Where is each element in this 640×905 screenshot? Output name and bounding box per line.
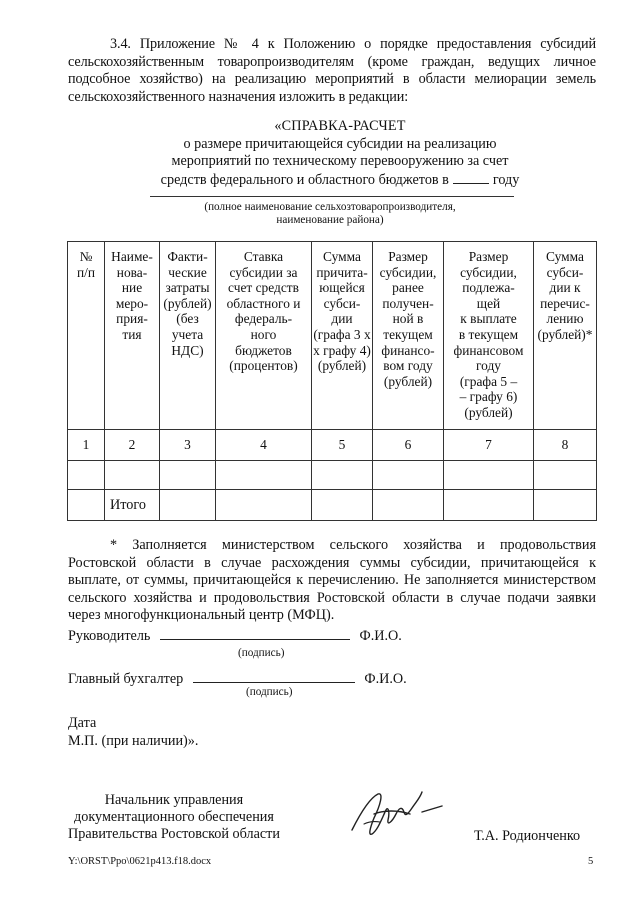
column-header-line: х графу 4)	[313, 342, 371, 358]
column-number: 1	[68, 430, 105, 461]
column-header-line: №	[79, 249, 93, 264]
column-header-line: году	[476, 358, 501, 374]
table-cell	[312, 490, 373, 521]
column-header-8	[534, 242, 597, 430]
column-header-line: субси-	[546, 264, 584, 280]
accountant-signature-line	[193, 670, 355, 683]
table-cell	[160, 490, 216, 521]
total-row	[68, 490, 597, 521]
column-header-line: в текущем	[458, 326, 519, 342]
page-number: 5	[588, 856, 594, 867]
accountant-signature-row	[68, 670, 407, 688]
column-header-line: затраты	[165, 280, 210, 296]
column-header-line: дии к	[549, 280, 581, 296]
column-header-line: ние	[121, 280, 143, 296]
column-header-line: к выплате	[460, 311, 517, 327]
column-header-line: (процентов)	[229, 358, 298, 374]
column-header-line: нова-	[116, 264, 148, 280]
column-header-line: ного	[250, 326, 277, 342]
column-header-line: (рублей)	[163, 295, 212, 311]
column-header-6	[373, 242, 444, 430]
form-subtitle-line-3	[120, 171, 560, 190]
column-header-line: НДС)	[171, 342, 204, 358]
organization-caption	[140, 201, 520, 227]
head-fio: Ф.И.О.	[359, 628, 402, 644]
column-header-line: областного и	[226, 295, 301, 311]
signatory-position	[68, 792, 280, 843]
head-signature-caption: (подпись)	[238, 647, 285, 659]
table-cell	[312, 461, 373, 490]
column-header-line: ранее	[392, 280, 424, 296]
subsidy-table	[67, 241, 597, 521]
column-header-line: текущем	[383, 326, 433, 342]
column-header-line: Сумма	[546, 249, 584, 264]
column-header-line: Сумма	[323, 249, 361, 264]
table-row	[68, 461, 597, 490]
head-signature-row	[68, 627, 402, 645]
form-subtitle-line-2: мероприятий по техническому перевооружению за счет	[171, 153, 509, 170]
column-header-line: тия	[122, 326, 142, 342]
column-header-line: Размер	[388, 249, 428, 264]
accountant-fio: Ф.И.О.	[364, 671, 407, 687]
column-header-line: субсидии,	[460, 264, 517, 280]
form-subtitle-line-1: о размере причитающейся субсидии на реализацию	[183, 135, 497, 152]
column-number: 4	[216, 430, 312, 461]
column-number: 3	[160, 430, 216, 461]
table-cell	[105, 461, 160, 490]
signatory-position-line-1: Начальник управления	[104, 792, 244, 808]
year-blank	[453, 171, 489, 184]
stamp-label: М.П. (при наличии)».	[68, 733, 199, 749]
footnote: * Заполняется министерством сельского хозяйства и продовольствия Ростовской области в случае расхождения суммы субсидии, причитающейся к выплате, от суммы, причитающейся к перечислению. Не заполняется министерством сельского хозяйства и продовольствия Ростовской области в случае подачи заявки через многофункциональный центр (МФЦ).	[68, 537, 596, 624]
column-header-line: финансовом	[453, 342, 524, 358]
form-title: «СПРАВКА-РАСЧЕТ	[274, 118, 406, 134]
column-header-line: (рублей)	[383, 373, 433, 389]
column-header-line: подлежа-	[462, 280, 515, 296]
organization-caption-line-2: наименование района)	[276, 214, 384, 226]
column-number: 6	[373, 430, 444, 461]
organization-caption-line-1: (полное наименование сельхозтоваропроизводителя,	[204, 201, 456, 213]
column-header-line: перечис-	[540, 295, 590, 311]
accountant-signature-caption: (подпись)	[246, 686, 293, 698]
column-header-line: субсидии за	[229, 264, 298, 280]
column-header-line: бюджетов	[235, 342, 292, 358]
column-header-line: прия-	[116, 311, 148, 327]
column-header-line: п/п	[76, 264, 96, 280]
column-header-line: (рублей)	[464, 404, 513, 420]
column-number: 7	[444, 430, 534, 461]
column-header-line: вом году	[383, 358, 433, 374]
table-cell	[68, 461, 105, 490]
column-header-line: дии	[331, 311, 353, 327]
table-cell	[444, 490, 534, 521]
column-header-line: финансо-	[381, 342, 435, 358]
column-header-line: причита-	[316, 264, 368, 280]
column-header-line: (без	[176, 311, 199, 327]
file-path: Y:\ORST\Ppo\0621p413.f18.docx	[68, 856, 212, 867]
table-cell	[160, 461, 216, 490]
column-header-line: (рублей)*	[537, 326, 593, 342]
column-header-4	[216, 242, 312, 430]
column-header-line: (рублей)	[317, 358, 367, 374]
column-header-line: ческие	[168, 264, 207, 280]
date-label: Дата	[68, 715, 97, 731]
column-header-line: (графа 5 –	[459, 373, 518, 389]
column-header-line: получен-	[382, 295, 434, 311]
table-cell	[68, 490, 105, 521]
column-number-row	[68, 430, 597, 461]
column-header-2	[105, 242, 160, 430]
signatory-position-line-3: Правительства Ростовской области	[68, 826, 280, 842]
column-header-line: ющейся	[319, 280, 365, 296]
table-cell	[373, 490, 444, 521]
accountant-label: Главный бухгалтер	[68, 671, 184, 687]
column-header-line: – графу 6)	[459, 389, 518, 405]
column-header-line: Размер	[468, 249, 509, 264]
column-header-line: щей	[476, 295, 501, 311]
column-number: 8	[534, 430, 597, 461]
column-header-line: учета	[171, 326, 204, 342]
column-header-line: ной в	[392, 311, 424, 327]
column-header-line: Ставка	[243, 249, 284, 264]
intro-paragraph: 3.4. Приложение № 4 к Положению о порядке предоставления субсидий сельскохозяйственным товаропроизводителям (кроме граждан, ведущих личное подсобное хозяйство) на реализацию мероприятий в области мелиорации земель сельскохозяйственного назначения изложить в редакции:	[68, 36, 596, 105]
column-header-3	[160, 242, 216, 430]
column-header-line: субсидии,	[379, 264, 437, 280]
column-header-line: Факти-	[167, 249, 208, 264]
column-header-line: счет средств	[228, 280, 299, 296]
head-signature-line	[160, 627, 350, 640]
column-header-line: Наиме-	[111, 249, 153, 264]
column-header-7	[444, 242, 534, 430]
table-cell	[534, 461, 597, 490]
table-cell	[444, 461, 534, 490]
table-header-row	[68, 242, 597, 430]
table-cell	[216, 461, 312, 490]
organization-name-line	[150, 196, 514, 197]
table-cell	[534, 490, 597, 521]
column-header-line: субси-	[323, 295, 361, 311]
handwritten-signature-icon	[344, 784, 454, 844]
column-header-1	[68, 242, 105, 430]
column-number: 2	[105, 430, 160, 461]
form-subtitle-line-3-start: средств федерального и областного бюджетов в	[160, 171, 449, 188]
table-cell	[373, 461, 444, 490]
form-subtitle-line-3-end: году	[492, 171, 520, 188]
column-header-5	[312, 242, 373, 430]
column-header-line: лению	[546, 311, 584, 327]
form-heading	[120, 118, 560, 189]
total-label: Итого	[105, 490, 160, 521]
column-header-line: меро-	[115, 295, 149, 311]
table-cell	[216, 490, 312, 521]
signatory-name: Т.А. Родионченко	[474, 828, 581, 844]
column-header-line: федераль-	[234, 311, 293, 327]
signatory-position-line-2: документационного обеспечения	[74, 809, 274, 825]
column-number: 5	[312, 430, 373, 461]
column-header-line: (графа 3 х	[313, 326, 371, 342]
head-label: Руководитель	[68, 628, 151, 644]
